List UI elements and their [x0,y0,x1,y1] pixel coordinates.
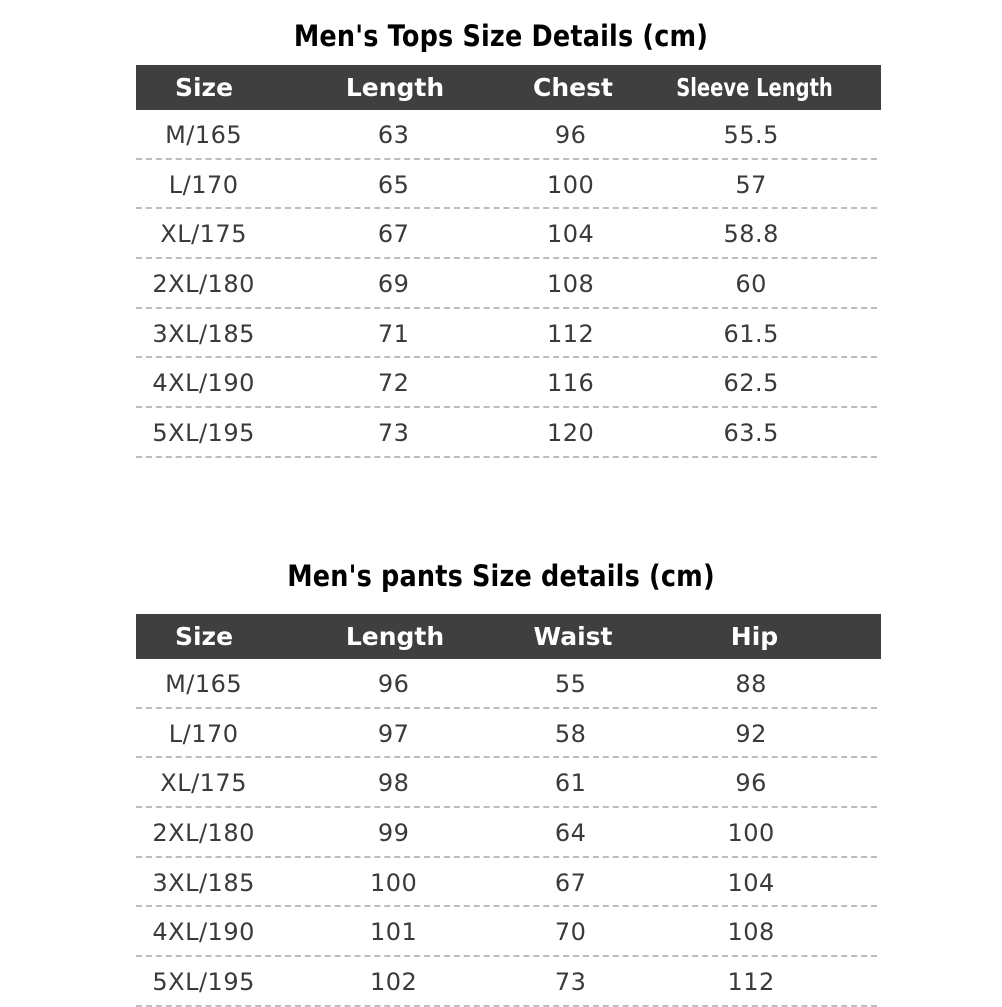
hip-cell: 104 [727,868,775,897]
hip-cell: 92 [735,719,767,748]
waist-cell: 61 [554,769,587,798]
hip-cell: 96 [735,769,767,798]
table-row [136,808,877,858]
table-row [136,907,877,957]
size-cell: 3XL/185 [152,868,255,897]
tops-size-table [136,65,881,458]
tops-header-size: Size [174,73,234,102]
hip-cell: 108 [727,918,775,947]
chest-cell: 96 [554,120,587,149]
length-cell: 98 [377,769,410,798]
chest-cell: 116 [546,369,595,398]
size-cell: 3XL/185 [152,319,255,348]
pants-header-hip: Hip [730,622,779,651]
tops-header-length: Length [345,73,445,102]
hip-cell: 112 [727,967,775,996]
table-row [136,957,877,1007]
size-cell: 5XL/195 [152,418,255,447]
waist-cell: 64 [554,818,587,847]
length-cell: 65 [377,170,410,199]
waist-cell: 73 [554,967,587,996]
length-cell: 67 [377,220,410,249]
size-cell: 5XL/195 [152,967,255,996]
table-row [136,758,877,808]
tops-size-title: Men's Tops Size Details (cm) [293,19,709,53]
length-cell: 97 [377,719,410,748]
size-cell: 2XL/180 [152,818,255,847]
size-cell: M/165 [165,120,243,149]
tops-table-body [136,110,881,458]
tops-table-header [136,65,881,110]
hip-cell: 100 [727,818,775,847]
table-row [136,110,877,160]
pants-table-body [136,659,881,1007]
table-row [136,209,877,259]
table-row [136,659,877,709]
length-cell: 69 [377,269,410,298]
sleeve-length-cell: 57 [735,170,767,199]
table-row [136,358,877,408]
table-row [136,259,877,309]
table-row [136,309,877,359]
sleeve-length-cell: 63.5 [723,418,779,447]
waist-cell: 70 [554,918,587,947]
waist-cell: 58 [554,719,587,748]
length-cell: 100 [369,868,418,897]
table-row [136,709,877,759]
length-cell: 71 [377,319,410,348]
length-cell: 72 [377,369,410,398]
tops-header-sleeve-length: Sleeve Length [676,73,833,102]
hip-cell: 88 [735,669,767,698]
pants-table-header [136,614,881,659]
sleeve-length-cell: 55.5 [723,120,779,149]
length-cell: 99 [377,818,410,847]
waist-cell: 67 [554,868,587,897]
chest-cell: 104 [546,220,595,249]
sleeve-length-cell: 60 [735,269,767,298]
tops-header-chest: Chest [533,73,613,102]
chest-cell: 100 [546,170,595,199]
size-cell: L/170 [168,170,239,199]
size-cell: L/170 [168,719,239,748]
size-cell: 4XL/190 [152,918,255,947]
pants-size-title: Men's pants Size details (cm) [287,559,715,593]
sleeve-length-cell: 61.5 [723,319,779,348]
waist-cell: 55 [554,669,587,698]
length-cell: 101 [369,918,418,947]
length-cell: 102 [369,967,418,996]
chest-cell: 108 [546,269,595,298]
pants-header-length: Length [345,622,445,651]
pants-header-waist: Waist [533,622,613,651]
pants-header-size: Size [174,622,234,651]
sleeve-length-cell: 62.5 [723,369,779,398]
size-cell: 2XL/180 [152,269,255,298]
length-cell: 96 [377,669,410,698]
length-cell: 63 [377,120,410,149]
size-cell: XL/175 [160,220,247,249]
table-row [136,160,877,210]
chest-cell: 120 [546,418,595,447]
size-cell: XL/175 [160,769,247,798]
chest-cell: 112 [546,319,595,348]
length-cell: 73 [377,418,410,447]
size-cell: M/165 [165,669,243,698]
pants-size-table [136,614,881,1007]
table-row [136,408,877,458]
sleeve-length-cell: 58.8 [723,220,779,249]
table-row [136,858,877,908]
size-cell: 4XL/190 [152,369,255,398]
